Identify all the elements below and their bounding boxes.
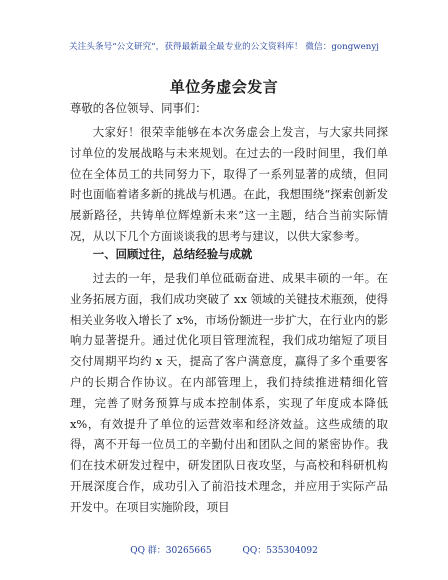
document-title: 单位务虚会发言 bbox=[169, 78, 279, 96]
promo-banner: 关注头条号“公文研究”，获得最新最全最专业的公文资料库！ 微信：gongwenyj bbox=[69, 42, 379, 52]
paragraph-intro bbox=[70, 122, 388, 247]
paragraph-review bbox=[70, 268, 388, 518]
section-heading-review: 一、回顾过往，总结经验与成就 bbox=[92, 247, 253, 261]
qq-label: QQ：535304092 bbox=[242, 546, 318, 556]
footer-contact bbox=[0, 543, 448, 556]
qq-group-label: QQ 群：30265665 bbox=[130, 546, 212, 556]
paragraph-review-text: 过去的一年，是我们单位砥砺奋进、成果丰硕的一年。在业务拓展方面，我们成功突破了 xx 领域的关键技术瓶颈，使得相关业务收入增长了 x%，市场份额进一步扩大，在行业内的影响力显著提升。通过优化项目管理流程，我们成功缩短了项目交付周期平均约 x 天，提高了客户满意度，赢得了多个重要客户的长期合作协议。在内部管理上，我们持续推进精细化管理，完善了财务预算与成本控制体系，实现了年度成本降低 x%，有效提升了单位的运营效率和经济效益。这些成绩的取得，离不开每一位员工的辛勤付出和团队之间的紧密协作。我们在技术研发过程中，研发团队日夜攻坚，与高校和科研机构开展深度合作，成功引入了前沿技术理念，并应用于实际产品开发中。在项目实施阶段，项目 bbox=[70, 271, 388, 514]
paragraph-intro-text: 大家好！很荣幸能够在本次务虚会上发言，与大家共同探讨单位的发展战略与未来规划。在过去的一段时间里，我们单位在全体员工的共同努力下，取得了一系列显著的成绩，但同时也面临着诸多新的挑战与机遇。在此，我想围绕“探索创新发展新路径，共铸单位辉煌新未来”这一主题，结合当前实际情况，从以下几个方面谈谈我的思考与建议，以供大家参考。 bbox=[70, 125, 388, 243]
salutation: 尊敬的各位领导、同事们： bbox=[70, 101, 207, 115]
